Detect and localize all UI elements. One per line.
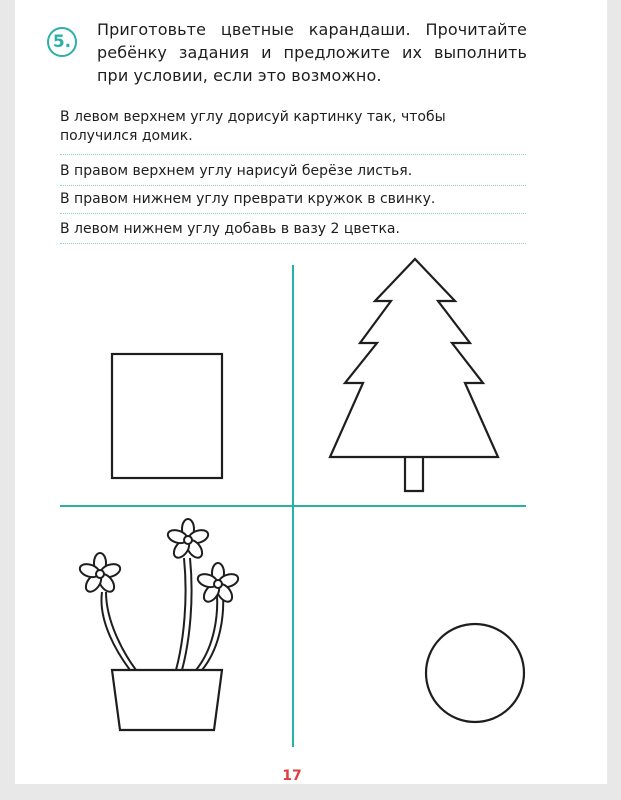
viewer-frame-bottom [0,784,621,800]
instruction-1: В левом верхнем углу дорисуй картинку так, чтобы получился домик. [60,109,446,144]
circle-drawing [422,620,528,726]
instruction-4: В левом нижнем углу добавь в вазу 2 цветка. [60,220,526,244]
viewer-frame-left [0,0,15,800]
fir-tree-drawing [325,255,505,495]
page-number: 17 [282,768,302,784]
instruction-2: В правом верхнем углу нарисуй берёзе листья. [60,162,526,186]
instruction-3: В правом нижнем углу преврати кружок в свинку. [60,190,526,214]
viewer-frame-right [607,0,621,800]
horizontal-divider [60,505,526,507]
pot-with-flowers-drawing [68,518,248,740]
dotted-rule [60,154,526,155]
rectangle-drawing [108,352,226,482]
task-number-badge: 5. [47,27,77,57]
task-intro-text: Приготовьте цветные карандаши. Прочитайте ребёнку задания и предложите их выполнить при условии, если это возможно. [97,20,527,85]
